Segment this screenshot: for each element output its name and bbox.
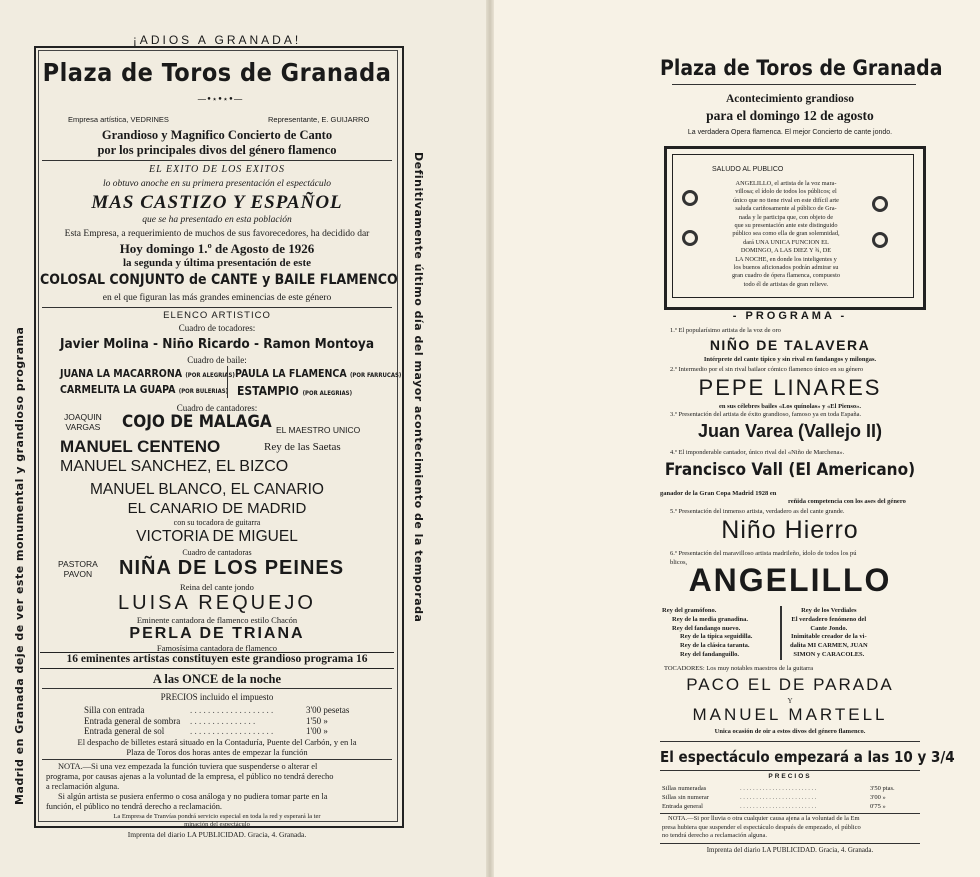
renida-text: reñida competencia con los ases del género (788, 498, 906, 505)
nina-de-los-peines: NIÑA DE LOS PEINES (119, 557, 345, 579)
nota-block (46, 762, 390, 812)
right-poster-title: Plaza de Toros de Granada (660, 56, 943, 80)
precio-label: Silla con entrada (84, 705, 145, 715)
rey-saetas: Rey de las Saetas (264, 441, 341, 453)
precios-labels (84, 705, 180, 737)
programa-heading: - PROGRAMA - (732, 310, 848, 322)
luisa-requejo: LUISA REQUEJO (118, 592, 316, 614)
pepe-bailes: en sus célebres bailes «Los quínolas» y «El Pienso». (719, 403, 861, 410)
precio-label: Entrada general de sombra (84, 715, 181, 726)
ornament-ring (872, 232, 888, 248)
baile-artist: PAULA LA FLAMENCA (POR FARRUCAS) (235, 368, 402, 380)
cantadoras-heading: Cuadro de cantadoras (182, 548, 252, 557)
acontecimiento: Acontecimiento grandioso (725, 93, 855, 105)
nota-line: Si algún artista se pusiera enfermo o cosa análoga y no pudiera tomar parte en la (58, 792, 328, 801)
top-title: ¡ADIOS A GRANADA! (132, 33, 302, 47)
precios-values (306, 705, 349, 737)
pastora-pavon: PASTORA PAVON (58, 559, 98, 579)
presentado-text: que se ha presentado en esta población (142, 215, 292, 225)
divider (660, 843, 920, 844)
empresa-requerimiento: Esta Empresa, a requerimiento de muchos de sus favorecedores, ha decidido dar (64, 229, 370, 239)
empresa-label: Empresa artística, VEDRINES (68, 115, 169, 124)
right-precios-heading: PRECIOS (768, 773, 812, 780)
y-connector: Y (787, 697, 793, 705)
divider (660, 741, 920, 742)
tocadora-text: con su tocadora de guitarra (173, 518, 261, 527)
divider (42, 688, 392, 689)
ornament-ring (682, 190, 698, 206)
right-precios-labels (662, 784, 709, 811)
ornament-ring (682, 230, 698, 246)
side-text-left: Madrid en Granada deje de ver este monumental y grandioso programa (13, 326, 26, 805)
colosal-headline: COLOSAL CONJUNTO de CANTE y BAILE FLAMENCO (40, 272, 398, 288)
elenco-heading: ELENCO ARTISTICO (163, 310, 271, 321)
baile-artist: JUANA LA MACARRONA (POR ALEGRIAS) (60, 368, 235, 380)
precio-value: 3'50 ptas. (870, 785, 895, 792)
program-item-5: 5.º Presentación del inmenso artista, verdadero as del cante grande. (670, 508, 845, 515)
maestro-unico: EL MAESTRO UNICO (276, 425, 361, 435)
tocadores-heading: Cuadro de tocadores: (178, 323, 256, 333)
divider (42, 759, 392, 760)
price-leaders: . . . . . . . . . . . . . . . . . . . . . . . . . . . . . . . . . . . . . . . . . . . . . . . . . . . . . (190, 705, 274, 736)
saludo-heading: SALUDO AL PUBLICO (712, 166, 784, 173)
baile-divider (227, 366, 228, 398)
precio-value: 1'00 » (306, 726, 328, 736)
saludo-text: ANGELILLO, el artista de la voz mara- villosa; el ídolo de todos los públicos; el único que no tiene rival en este difícil arte saluda cariñosamente al público de Gra- nada y le participa que, con objeto de que su presentación ante este distinguido público sea como ella de gran solemnidad, dará UNA UNICA FUNCION EL DOMINGO, A LAS DIEZ Y ¾, DE LA NOCHE, en donde los inteligentes y los buenos aficionados podrán admirar su gran cuadro de ópera flamenca, compuesto todo él de artistas de gran relieve. (731, 180, 841, 288)
cantadores-heading: Cuadro de cantadores: (176, 403, 258, 413)
unica-ocasion: Unica ocasión de oir a estos divos del género flamenco. (714, 728, 866, 735)
obtuvo-text: lo obtuvo anoche en su primera presentación el espectáculo (102, 179, 332, 189)
domingo-date: para el domingo 12 de agosto (706, 108, 874, 123)
nota-line: NOTA.—Si una vez empezada la función tuviera que suspenderse o alterar el (58, 762, 318, 771)
eminente-text: Eminente cantadora de flamenco estilo Chacón (136, 615, 298, 625)
once-text: A las ONCE de la noche (152, 672, 282, 686)
rey-list-left: Rey del gramófono. Rey de la media granadina. Rey del fandango nuevo. Rey de la típica seguidilla. Rey de la clásica taranta. Rey del fandanguillo. (662, 607, 753, 658)
program-item-6: 6.º Presentación del maravilloso artista madrileño, ídolo de todos los pú blicos, (670, 550, 857, 566)
exito-heading: EL EXITO DE LOS EXITOS (149, 164, 285, 175)
side-text-right: Definitivamente último día del mayor acontecimiento de la temporada (412, 152, 425, 623)
baile-heading: Cuadro de baile: (187, 355, 247, 365)
segunda-line: la segunda y última presentación de este (122, 257, 312, 269)
ornament-divider: —•⋆•⋆•— (197, 95, 243, 105)
perla-de-triana: PERLA DE TRIANA (129, 625, 305, 642)
precio-label: Sillas numeradas (662, 785, 707, 792)
poster-title: Plaza de Toros de Granada (42, 58, 392, 87)
despacho-line-2: Plaza de Toros dos horas antes de empezar la función (126, 747, 308, 757)
precios-heading: PRECIOS incluido el impuesto (160, 692, 274, 702)
program-item-3: 3.º Presentación del artista de éxito grandioso, famoso ya en toda España. (670, 411, 862, 418)
victoria-de-miguel: VICTORIA DE MIGUEL (136, 528, 298, 545)
rey-list-right: Rey de los Verdiales El verdadero fenómeno del Cante Jondo. Inimitable creador de la vi- dalita MI CARMEN, JUAN SIMON y CARACOLES. (790, 607, 868, 658)
nino-de-talavera: NIÑO DE TALAVERA (709, 337, 871, 353)
manuel-sanchez: MANUEL SANCHEZ, EL BIZCO (60, 458, 289, 475)
precio-label: Sillas sin numerar (662, 794, 709, 801)
cojo-de-malaga: COJO DE MALAGA (122, 412, 272, 432)
tocadores-names: Javier Molina - Niño Ricardo - Ramon Montoya (59, 336, 375, 352)
precio-value: 3'00 pesetas (306, 705, 350, 715)
divider (660, 813, 920, 814)
concierto-line-1: Grandioso y Magnifico Concierto de Canto (101, 128, 333, 142)
famosisima-text: Famosísima cantadora de flamenco (156, 643, 278, 653)
paco-el-de-parada: PACO EL DE PARADA (686, 675, 894, 694)
nota-line: función, el público no tendrá derecho a reclamación. (46, 802, 223, 811)
divider (660, 770, 920, 771)
francisco-vall: Francisco Vall (El Americano) (664, 460, 916, 480)
manuel-centeno: MANUEL CENTENO (60, 437, 221, 456)
empezara-line: El espectáculo empezará a las 10 y 3/4 (660, 748, 955, 766)
joaquin-vargas: JOAQUIN VARGAS (64, 412, 102, 432)
talavera-desc: Intérprete del cante típico y sin rival en fandangos y milongas. (703, 356, 877, 363)
right-imprenta: Imprenta del diario LA PUBLICIDAD. Gracia, 4. Granada. (706, 846, 874, 854)
book-gutter (486, 0, 494, 877)
juan-varea: Juan Varea (Vallejo II) (697, 421, 883, 441)
castizo-headline: MAS CASTIZO Y ESPAÑOL (91, 192, 343, 213)
baile-artist: CARMELITA LA GUAPA (POR BULERIAS) (60, 384, 229, 396)
nino-hierro: Niño Hierro (721, 516, 859, 544)
nota-line: a reclamación alguna. (46, 782, 120, 791)
figuran-text: en el que figuran las más grandes eminencias de este género (102, 293, 332, 303)
representante-label: Representante, E. GUIJARRO (268, 115, 370, 124)
dieciseis-text: 16 eminentes artistas constituyen este grandioso programa 16 (66, 653, 368, 665)
tranvias-text: La Empresa de Tranvías pondrá servicio especial en toda la red y esperará la ter minación del espectáculo (113, 813, 321, 828)
reina-text: Reina del cante jondo (180, 582, 254, 592)
baile-artist: ESTAMPIO (POR ALEGRIAS) (237, 384, 353, 398)
hoy-date-line: Hoy domingo 1.º de Agosto de 1926 (119, 241, 315, 256)
title-underline (672, 84, 916, 85)
verdadera-opera: La verdadera Opera flamenca. El mejor Concierto de cante jondo. (687, 129, 893, 136)
ornament-ring (872, 196, 888, 212)
divider (42, 307, 392, 308)
program-item-2: 2.º Intermedio por el sin rival bailaor cómico flamenco único en su género (670, 366, 864, 373)
precio-value: 0'75 » (870, 803, 886, 810)
price-leaders: . . . . . . . . . . . . . . . . . . . . . . . . . . . . . . . . . . . . . . . . . . . . . . . . . . . . . . . . . . . . . . . . . . . . . . . . (740, 785, 817, 810)
precio-label: Entrada general de sol (84, 726, 165, 736)
concierto-line-2: por los principales divos del género flamenco (97, 143, 337, 157)
manuel-blanco: MANUEL BLANCO, EL CANARIO (90, 481, 324, 498)
right-precios-values (870, 784, 895, 811)
program-item-1: 1.º El popularísimo artista de la voz de oro (670, 327, 781, 334)
rey-divider (780, 606, 782, 660)
precio-value: 3'00 » (870, 794, 886, 801)
program-item-4: 4.º El imponderable cantador, único rival del «Niño de Marchena». (670, 449, 845, 456)
right-nota: NOTA.—Si por lluvia o otra cualquier causa ajena a la voluntad de la Em presa hubiera que suspender el espectáculo después de empezado, el público no tendrá derecho a reclamación alguna. (662, 815, 861, 839)
tocadores-line: TOCADORES: Los muy notables maestros de la guitarra (664, 665, 814, 672)
left-imprenta: Imprenta del diario LA PUBLICIDAD. Gracia, 4. Granada. (127, 830, 307, 839)
precio-label: Entrada general (662, 803, 703, 810)
angelillo-headline: ANGELILLO (688, 562, 892, 598)
precio-value: 1'50 » (306, 715, 328, 726)
despacho-line-1: El despacho de billetes estará situado en la Contaduría, Puente del Carbón, y en la (77, 737, 357, 747)
canario-madrid: EL CANARIO DE MADRID (127, 500, 307, 517)
nota-line: programa, por causas ajenas a la voluntad de la empresa, el público no tendrá derecho (46, 772, 334, 781)
divider (42, 160, 392, 161)
manuel-martell: MANUEL MARTELL (692, 705, 888, 724)
pepe-linares: PEPE LINARES (698, 375, 882, 400)
ganador-text: ganador de la Gran Copa Madrid 1928 en (660, 490, 777, 497)
